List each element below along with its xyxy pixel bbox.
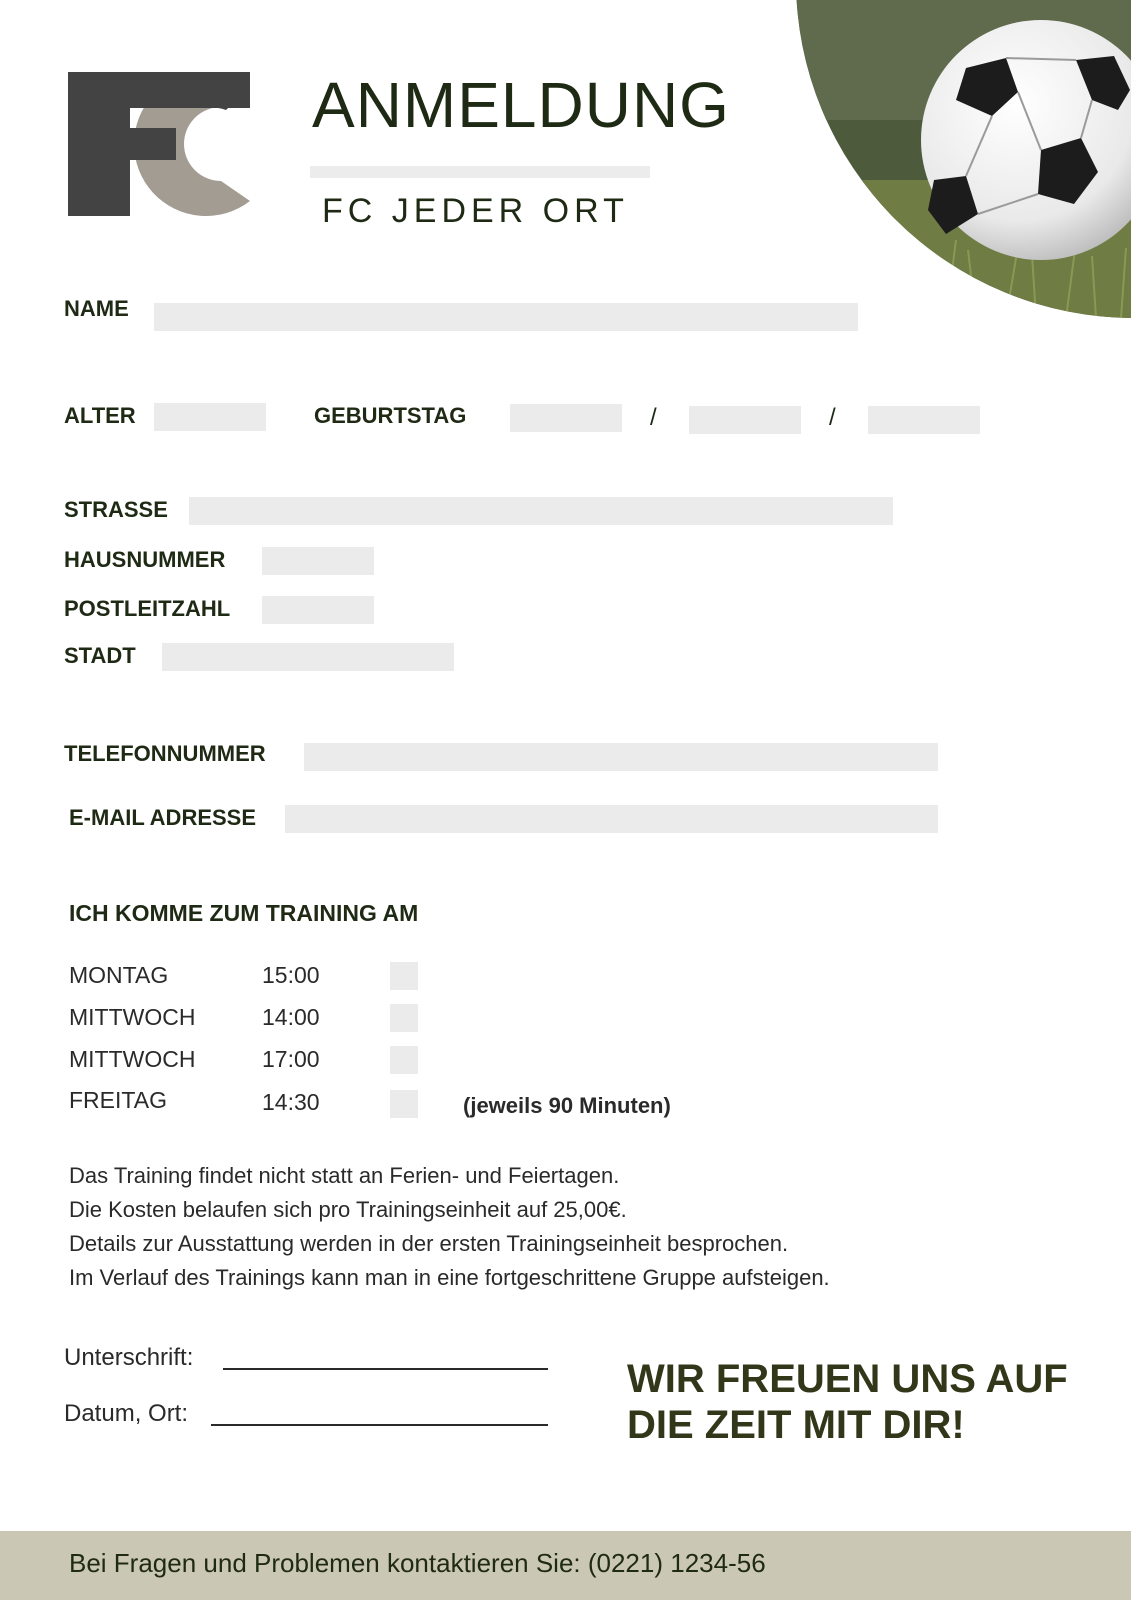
club-name: FC JEDER ORT: [322, 192, 629, 230]
house-number-label: HAUSNUMMER: [64, 547, 226, 572]
session-time: 14:00: [262, 1004, 320, 1030]
info-line: Die Kosten belaufen sich pro Trainingseinheit auf 25,00€.: [69, 1197, 627, 1222]
session-day: MITTWOCH: [69, 1004, 196, 1030]
date-place-line[interactable]: [211, 1424, 548, 1426]
info-text: [69, 1159, 830, 1295]
street-field[interactable]: [189, 497, 893, 525]
city-label: STADT: [64, 643, 136, 668]
info-line: Details zur Ausstattung werden in der ersten Trainingseinheit besprochen.: [69, 1231, 789, 1256]
date-separator: /: [650, 404, 657, 431]
birthday-month-field[interactable]: [689, 406, 801, 434]
phone-label: TELEFONNUMMER: [64, 741, 266, 766]
postal-code-label: POSTLEITZAHL: [64, 596, 231, 621]
session-day: MITTWOCH: [69, 1046, 196, 1072]
birthday-label: GEBURTSTAG: [314, 403, 467, 428]
city-field[interactable]: [162, 643, 454, 671]
house-number-field[interactable]: [262, 547, 374, 575]
session-checkbox-wednesday-early[interactable]: [390, 1004, 418, 1032]
date-place-label: Datum, Ort:: [64, 1400, 189, 1427]
closing-message: [627, 1356, 1068, 1448]
age-label: ALTER: [64, 403, 136, 428]
closing-line: DIE ZEIT MIT DIR!: [627, 1403, 965, 1447]
age-field[interactable]: [154, 403, 266, 431]
closing-line: WIR FREUEN UNS AUF: [627, 1357, 1068, 1401]
page-title: ANMELDUNG: [312, 69, 730, 141]
email-field[interactable]: [285, 805, 938, 833]
session-time: 14:30: [262, 1089, 320, 1115]
birthday-year-field[interactable]: [868, 406, 980, 434]
name-label: NAME: [64, 296, 129, 321]
training-heading: ICH KOMME ZUM TRAINING AM: [69, 900, 419, 926]
club-logo: [68, 72, 250, 216]
session-day: MONTAG: [69, 962, 169, 988]
birthday-day-field[interactable]: [510, 404, 622, 432]
session-checkbox-wednesday-late[interactable]: [390, 1046, 418, 1074]
name-field[interactable]: [154, 303, 858, 331]
session-checkbox-monday[interactable]: [390, 962, 418, 990]
email-label: E-MAIL ADRESSE: [69, 805, 257, 830]
date-separator: /: [829, 404, 836, 431]
football-photo: [796, 0, 1131, 318]
session-day: FREITAG: [69, 1087, 167, 1113]
duration-note: (jeweils 90 Minuten): [463, 1093, 671, 1118]
phone-field[interactable]: [304, 743, 938, 771]
signature-label: Unterschrift:: [64, 1344, 194, 1371]
footer-contact: Bei Fragen und Problemen kontaktieren Sie: (0221) 1234-56: [69, 1548, 766, 1578]
session-time: 17:00: [262, 1046, 320, 1072]
info-line: Das Training findet nicht statt an Ferien- und Feiertagen.: [69, 1163, 620, 1188]
postal-code-field[interactable]: [262, 596, 374, 624]
signature-line[interactable]: [223, 1368, 548, 1370]
info-line: Im Verlauf des Trainings kann man in eine fortgeschrittene Gruppe aufsteigen.: [69, 1265, 830, 1290]
session-checkbox-friday[interactable]: [390, 1090, 418, 1118]
session-time: 15:00: [262, 962, 320, 988]
title-divider: [310, 166, 650, 178]
street-label: STRASSE: [64, 497, 168, 522]
